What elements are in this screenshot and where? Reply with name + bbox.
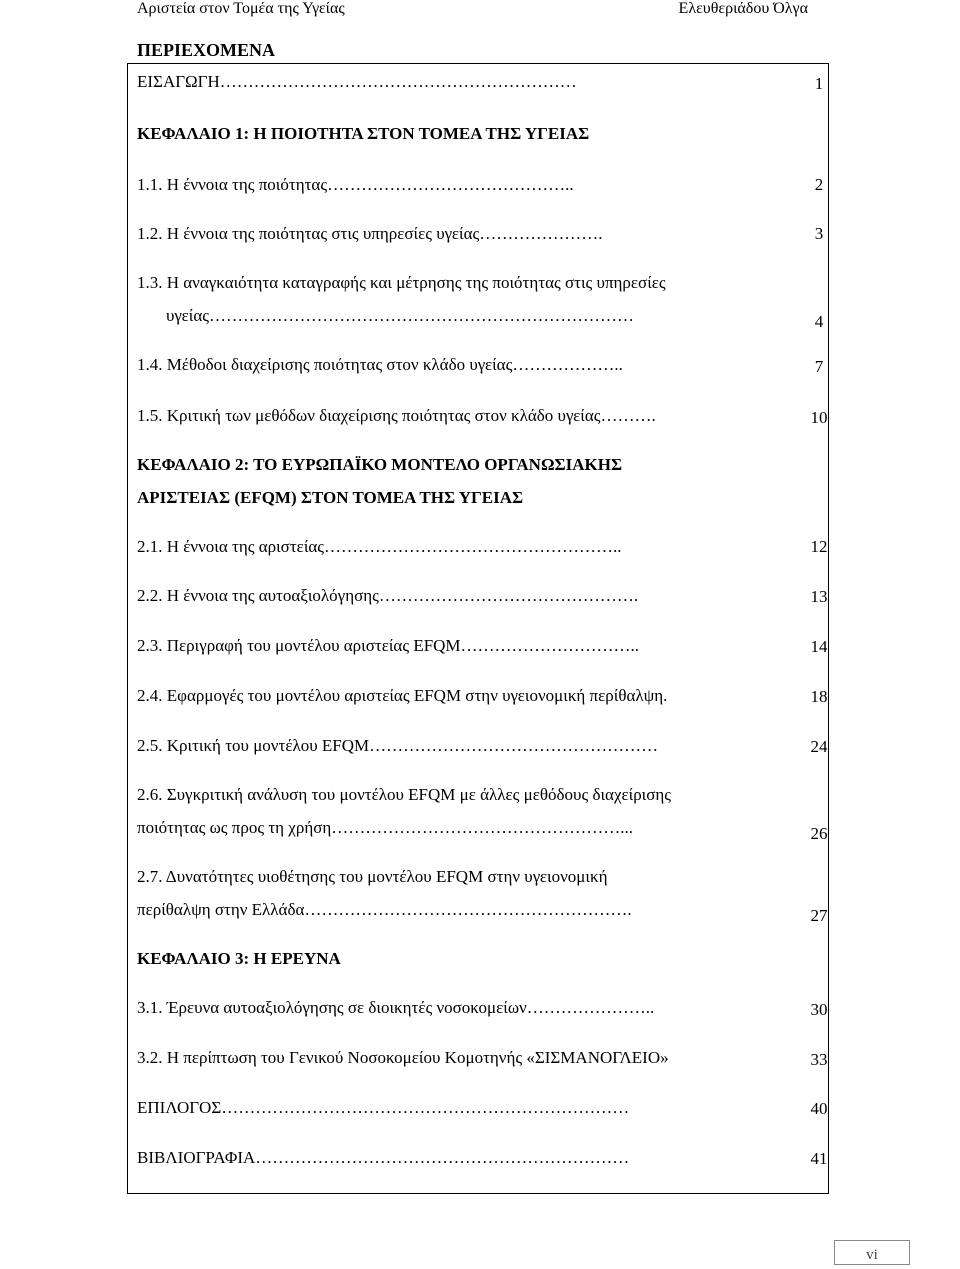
toc-entry-text: 2.3. Περιγραφή του μοντέλου αριστείας EFQM………………………….. — [137, 636, 640, 655]
toc-entry-text: 1.5. Κριτική των μεθόδων διαχείρισης ποιότητας στον κλάδο υγείας………. — [137, 406, 656, 425]
toc-entry-text: 2.5. Κριτική του μοντέλου EFQM…………………………………………… — [137, 736, 659, 755]
toc-entry-page: 30 — [810, 1000, 828, 1019]
toc-entry-text: 2.4. Εφαρμογές του μοντέλου αριστείας EFQM στην υγειονομική περίθαλψη. — [137, 686, 668, 705]
toc-entry-text-continued: ποιότητας ως προς τη χρήση……………………………………………... — [137, 818, 634, 837]
toc-entry-text: 2.1. Η έννοια της αριστείας…………………………………………….. — [137, 537, 622, 556]
toc-entry-page: 13 — [810, 587, 828, 606]
toc-entry-page: 7 — [814, 357, 824, 376]
toc-entry-text: 2.7. Δυνατότητες υιοθέτησης του μοντέλου EFQM στην υγειονομική — [137, 867, 608, 886]
toc-entry-text-continued: περίθαλψη στην Ελλάδα…………………………………………………. — [137, 900, 632, 919]
toc-entry-text: 1.3. Η αναγκαιότητα καταγραφής και μέτρησης της ποιότητας στις υπηρεσίες — [137, 273, 666, 292]
toc-entry-text: ΕΙΣΑΓΩΓΗ……………………………………………………… — [137, 72, 577, 91]
page-number: vi — [834, 1240, 910, 1265]
toc-entry-page: 12 — [810, 537, 828, 556]
toc-entry-page: 41 — [810, 1149, 828, 1168]
toc-entry-text: ΕΠΙΛΟΓΟΣ……………………………………………………………… — [137, 1098, 630, 1117]
toc-entry-text: ΒΙΒΛΙΟΓΡΑΦΙΑ………………………………………………………… — [137, 1148, 630, 1167]
toc-entry-page: 27 — [810, 906, 828, 925]
toc-entry-page: 26 — [810, 824, 828, 843]
toc-entry-text: 2.2. Η έννοια της αυτοαξιολόγησης………………………………………. — [137, 586, 639, 605]
toc-entry-page: 2 — [814, 175, 824, 194]
chapter-heading: ΚΕΦΑΛΑΙΟ 2: ΤΟ ΕΥΡΩΠΑΪΚΟ ΜΟΝΤΕΛΟ ΟΡΓΑΝΩΣΙΑΚΗΣ — [137, 455, 623, 474]
toc-entry-page: 10 — [810, 408, 828, 427]
toc-entry-page: 33 — [810, 1050, 828, 1069]
toc-entry-page: 3 — [814, 224, 824, 243]
toc-entry-text: 1.4. Μέθοδοι διαχείρισης ποιότητας στον κλάδο υγείας……………….. — [137, 355, 623, 374]
toc-entry-text: 1.1. Η έννοια της ποιότητας…………………………………….. — [137, 175, 574, 194]
chapter-heading-continued: ΑΡΙΣΤΕΙΑΣ (EFQM) ΣΤΟΝ ΤΟΜΕΑ ΤΗΣ ΥΓΕΙΑΣ — [137, 488, 524, 507]
toc-entry-text: 3.1. Έρευνα αυτοαξιολόγησης σε διοικητές νοσοκομείων………………….. — [137, 998, 655, 1017]
toc-entry-page: 24 — [810, 737, 828, 756]
toc-entry-page: 40 — [810, 1099, 828, 1118]
toc-entry-page: 4 — [814, 312, 824, 331]
toc-entry-text: 3.2. Η περίπτωση του Γενικού Νοσοκομείου Κομοτηνής «ΣΙΣΜΑΝΟΓΛΕΙΟ» — [137, 1048, 669, 1067]
toc-entry-text: 1.2. Η έννοια της ποιότητας στις υπηρεσίες υγείας…………………. — [137, 224, 603, 243]
running-header-title: Αριστεία στον Τομέα της Υγείας — [137, 0, 345, 17]
toc-entry-page: 1 — [814, 74, 824, 93]
running-header-author: Ελευθεριάδου Όλγα — [678, 0, 808, 17]
toc-entry-text-continued: υγείας………………………………………………………………… — [166, 306, 634, 325]
toc-entry-page: 14 — [810, 637, 828, 656]
toc-entry-text: 2.6. Συγκριτική ανάλυση του μοντέλου EFQM με άλλες μεθόδους διαχείρισης — [137, 785, 672, 804]
chapter-heading: ΚΕΦΑΛΑΙΟ 3: Η ΕΡΕΥΝΑ — [137, 949, 341, 968]
toc-title: ΠΕΡΙΕΧΟΜΕΝΑ — [137, 40, 276, 60]
chapter-heading: ΚΕΦΑΛΑΙΟ 1: Η ΠΟΙΟΤΗΤΑ ΣΤΟΝ ΤΟΜΕΑ ΤΗΣ ΥΓΕΙΑΣ — [137, 124, 590, 143]
toc-entry-page: 18 — [810, 687, 828, 706]
